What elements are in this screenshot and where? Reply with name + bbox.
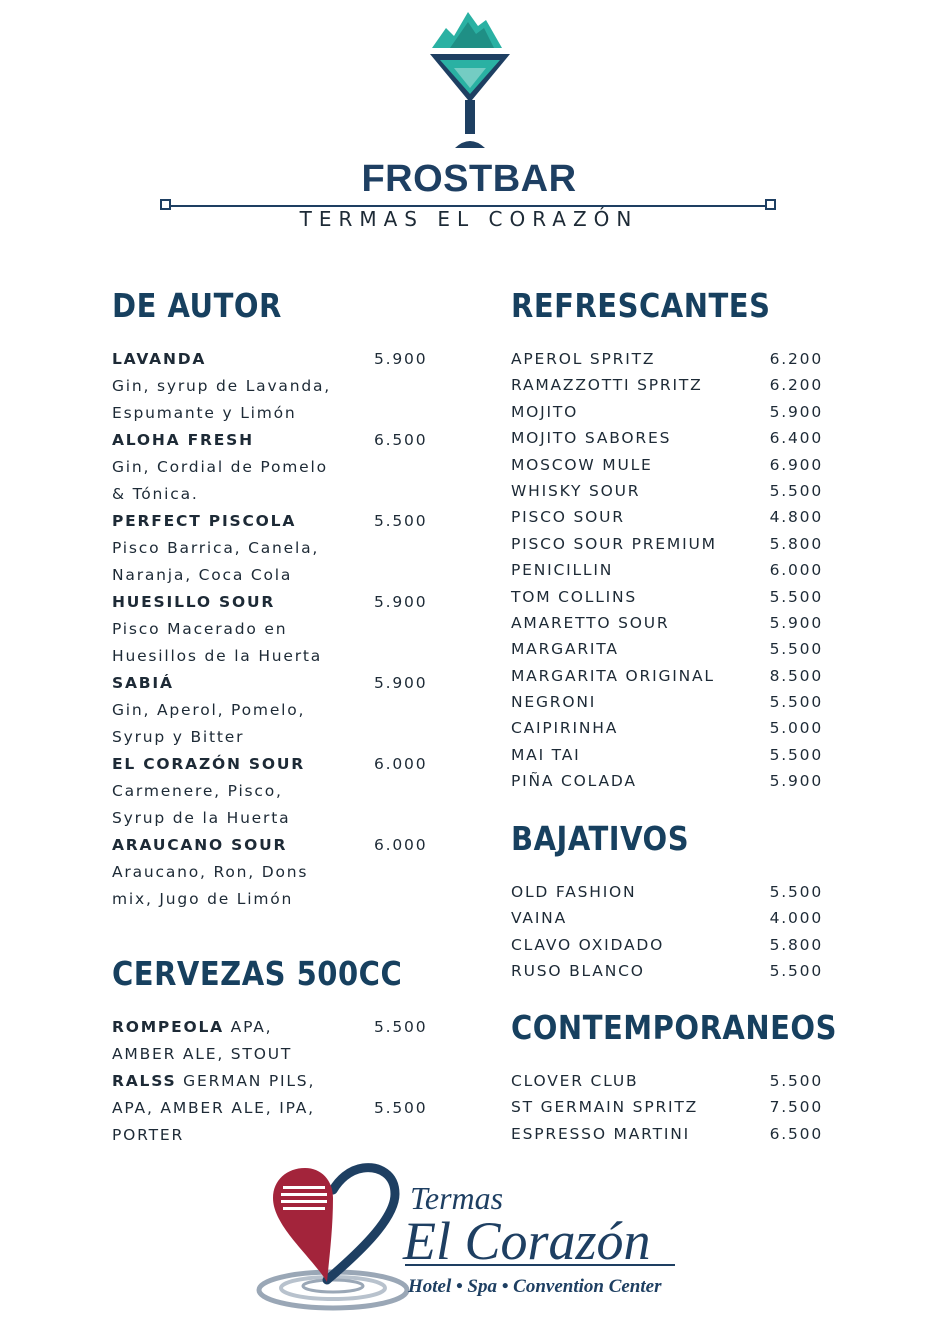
item-name: EL CORAZÓN SOUR xyxy=(112,755,305,773)
item-name: ROMPEOLA xyxy=(112,1018,224,1036)
item-price: 5.900 xyxy=(374,674,428,692)
item-price: 5.500 xyxy=(769,962,823,981)
list-item xyxy=(511,1094,823,1120)
list-item xyxy=(511,478,823,504)
item-name: RAMAZZOTTI SPRITZ xyxy=(511,376,703,395)
item-price: 6.000 xyxy=(769,561,823,580)
item-name: PENICILLIN xyxy=(511,561,614,580)
list-item xyxy=(511,636,823,662)
item-price: 5.900 xyxy=(374,350,428,368)
item-price: 5.900 xyxy=(769,402,823,421)
item-price: 5.900 xyxy=(769,772,823,791)
list-item xyxy=(511,768,823,794)
menu-item xyxy=(112,1014,432,1068)
list-item xyxy=(511,663,823,689)
item-name: LAVANDA xyxy=(112,350,207,368)
section-title-cervezas: CERVEZAS 500CC xyxy=(112,955,403,994)
list-item xyxy=(511,1121,823,1147)
menu-item xyxy=(112,751,432,832)
item-name: ESPRESSO MARTINI xyxy=(511,1124,690,1143)
item-description: AMBER ALE, STOUT xyxy=(112,1045,293,1063)
item-price: 5.800 xyxy=(769,534,823,553)
item-description: Espumante y Limón xyxy=(112,404,297,422)
bajativos-list xyxy=(511,879,823,985)
list-item xyxy=(511,1068,823,1094)
frostbar-cocktail-glass-icon xyxy=(420,8,520,158)
menu-item xyxy=(112,1068,432,1149)
item-description: Syrup y Bitter xyxy=(112,728,245,746)
item-name: MAI TAI xyxy=(511,745,581,764)
footer-el-corazon: El Corazón xyxy=(403,1211,651,1271)
list-item xyxy=(511,958,823,984)
contemporaneos-list xyxy=(511,1068,823,1147)
list-item xyxy=(511,932,823,958)
item-description: Gin, syrup de Lavanda, xyxy=(112,377,332,395)
cervezas-list xyxy=(112,1014,432,1149)
list-item xyxy=(511,504,823,530)
item-name: NEGRONI xyxy=(511,693,597,712)
item-name: MOJITO xyxy=(511,402,579,421)
item-name: RUSO BLANCO xyxy=(511,962,645,981)
item-price: 5.500 xyxy=(769,693,823,712)
list-item xyxy=(511,531,823,557)
menu-item xyxy=(112,427,432,508)
list-item xyxy=(511,879,823,905)
item-description: APA, AMBER ALE, IPA, xyxy=(112,1099,315,1117)
item-price: 5.500 xyxy=(374,1018,428,1036)
list-item xyxy=(511,557,823,583)
item-price: 5.900 xyxy=(769,613,823,632)
item-name: PISCO SOUR xyxy=(511,508,625,527)
item-price: 6.200 xyxy=(769,350,823,368)
item-name: OLD FASHION xyxy=(511,883,637,901)
list-item xyxy=(511,372,823,398)
item-price: 6.900 xyxy=(769,455,823,474)
section-title-refrescantes: REFRESCANTES xyxy=(511,287,771,326)
list-item xyxy=(511,584,823,610)
item-name: HUESILLO SOUR xyxy=(112,593,276,611)
item-name: CLAVO OXIDADO xyxy=(511,935,665,954)
item-description: mix, Jugo de Limón xyxy=(112,890,294,908)
item-price: 6.000 xyxy=(374,836,428,854)
item-description: Huesillos de la Huerta xyxy=(112,647,323,665)
item-name: PERFECT PISCOLA xyxy=(112,512,297,530)
section-title-contemporaneos: CONTEMPORANEOS xyxy=(511,1009,837,1048)
item-name: PISCO SOUR PREMIUM xyxy=(511,534,717,553)
list-item xyxy=(511,610,823,636)
item-price: 6.200 xyxy=(769,376,823,395)
item-price: 6.000 xyxy=(374,755,428,773)
item-description: Pisco Barrica, Canela, xyxy=(112,539,320,557)
menu-item xyxy=(112,670,432,751)
item-price: 5.500 xyxy=(769,481,823,500)
item-price: 5.500 xyxy=(769,587,823,606)
menu-item xyxy=(112,589,432,670)
menu-item xyxy=(112,346,432,427)
list-item xyxy=(511,689,823,715)
item-description: Gin, Cordial de Pomelo xyxy=(112,458,328,476)
item-price: 5.500 xyxy=(769,745,823,764)
item-description: Naranja, Coca Cola xyxy=(112,566,293,584)
item-name: PIÑA COLADA xyxy=(511,772,637,791)
item-name: ALOHA FRESH xyxy=(112,431,254,449)
item-description: Gin, Aperol, Pomelo, xyxy=(112,701,306,719)
item-name: ST GERMAIN SPRITZ xyxy=(511,1098,699,1117)
item-name: SABIÁ xyxy=(112,674,174,692)
item-name: MARGARITA ORIGINAL xyxy=(511,666,715,685)
item-price: 6.500 xyxy=(769,1124,823,1143)
list-item xyxy=(511,399,823,425)
item-name: ARAUCANO SOUR xyxy=(112,836,288,854)
item-description: Araucano, Ron, Dons xyxy=(112,863,309,881)
item-description: Carmenere, Pisco, xyxy=(112,782,283,800)
list-item xyxy=(511,742,823,768)
item-price: 5.500 xyxy=(374,1099,428,1117)
item-description: GERMAN PILS, xyxy=(176,1072,316,1090)
item-price: 4.800 xyxy=(769,508,823,527)
item-price: 7.500 xyxy=(769,1098,823,1117)
refrescantes-list xyxy=(511,346,823,795)
list-item xyxy=(511,346,823,372)
list-item xyxy=(511,715,823,741)
brand-name: FROSTBAR xyxy=(361,158,577,200)
section-title-bajativos: BAJATIVOS xyxy=(511,820,690,859)
item-description: Pisco Macerado en xyxy=(112,620,288,638)
item-price: 6.500 xyxy=(374,431,428,449)
item-price: 6.400 xyxy=(769,429,823,448)
item-price: 5.500 xyxy=(374,512,428,530)
item-price: 4.000 xyxy=(769,909,823,928)
item-name: MOJITO SABORES xyxy=(511,429,672,448)
list-item xyxy=(511,425,823,451)
item-description: APA, xyxy=(223,1018,273,1036)
item-price: 5.500 xyxy=(769,883,823,901)
item-name: AMARETTO SOUR xyxy=(511,613,670,632)
item-name: RALSS xyxy=(112,1072,177,1090)
footer-termas: Termas xyxy=(410,1180,504,1216)
item-price: 5.900 xyxy=(374,593,428,611)
item-price: 5.500 xyxy=(769,640,823,659)
menu-item xyxy=(112,832,432,913)
de-autor-list xyxy=(112,346,432,913)
item-name: VAINA xyxy=(511,909,567,928)
section-title-de-autor: DE AUTOR xyxy=(112,287,282,326)
item-name: TOM COLLINS xyxy=(511,587,638,606)
list-item xyxy=(511,905,823,931)
item-description: & Tónica. xyxy=(112,485,199,503)
item-price: 5.500 xyxy=(769,1072,823,1090)
list-item xyxy=(511,452,823,478)
item-price: 5.800 xyxy=(769,935,823,954)
item-name: MOSCOW MULE xyxy=(511,455,653,474)
item-price: 8.500 xyxy=(769,666,823,685)
item-name: MARGARITA xyxy=(511,640,619,659)
item-name: CLOVER CLUB xyxy=(511,1072,639,1090)
footer-tagline: Hotel • Spa • Convention Center xyxy=(408,1276,662,1297)
header-subtitle: TERMAS EL CORAZÓN xyxy=(299,207,639,231)
item-name: APEROL SPRITZ xyxy=(511,350,656,368)
item-description: PORTER xyxy=(112,1126,185,1144)
item-description: Syrup de la Huerta xyxy=(112,809,291,827)
item-price: 5.000 xyxy=(769,719,823,738)
menu-item xyxy=(112,508,432,589)
item-name: CAIPIRINHA xyxy=(511,719,619,738)
item-line xyxy=(112,1068,432,1095)
item-name: WHISKY SOUR xyxy=(511,481,641,500)
